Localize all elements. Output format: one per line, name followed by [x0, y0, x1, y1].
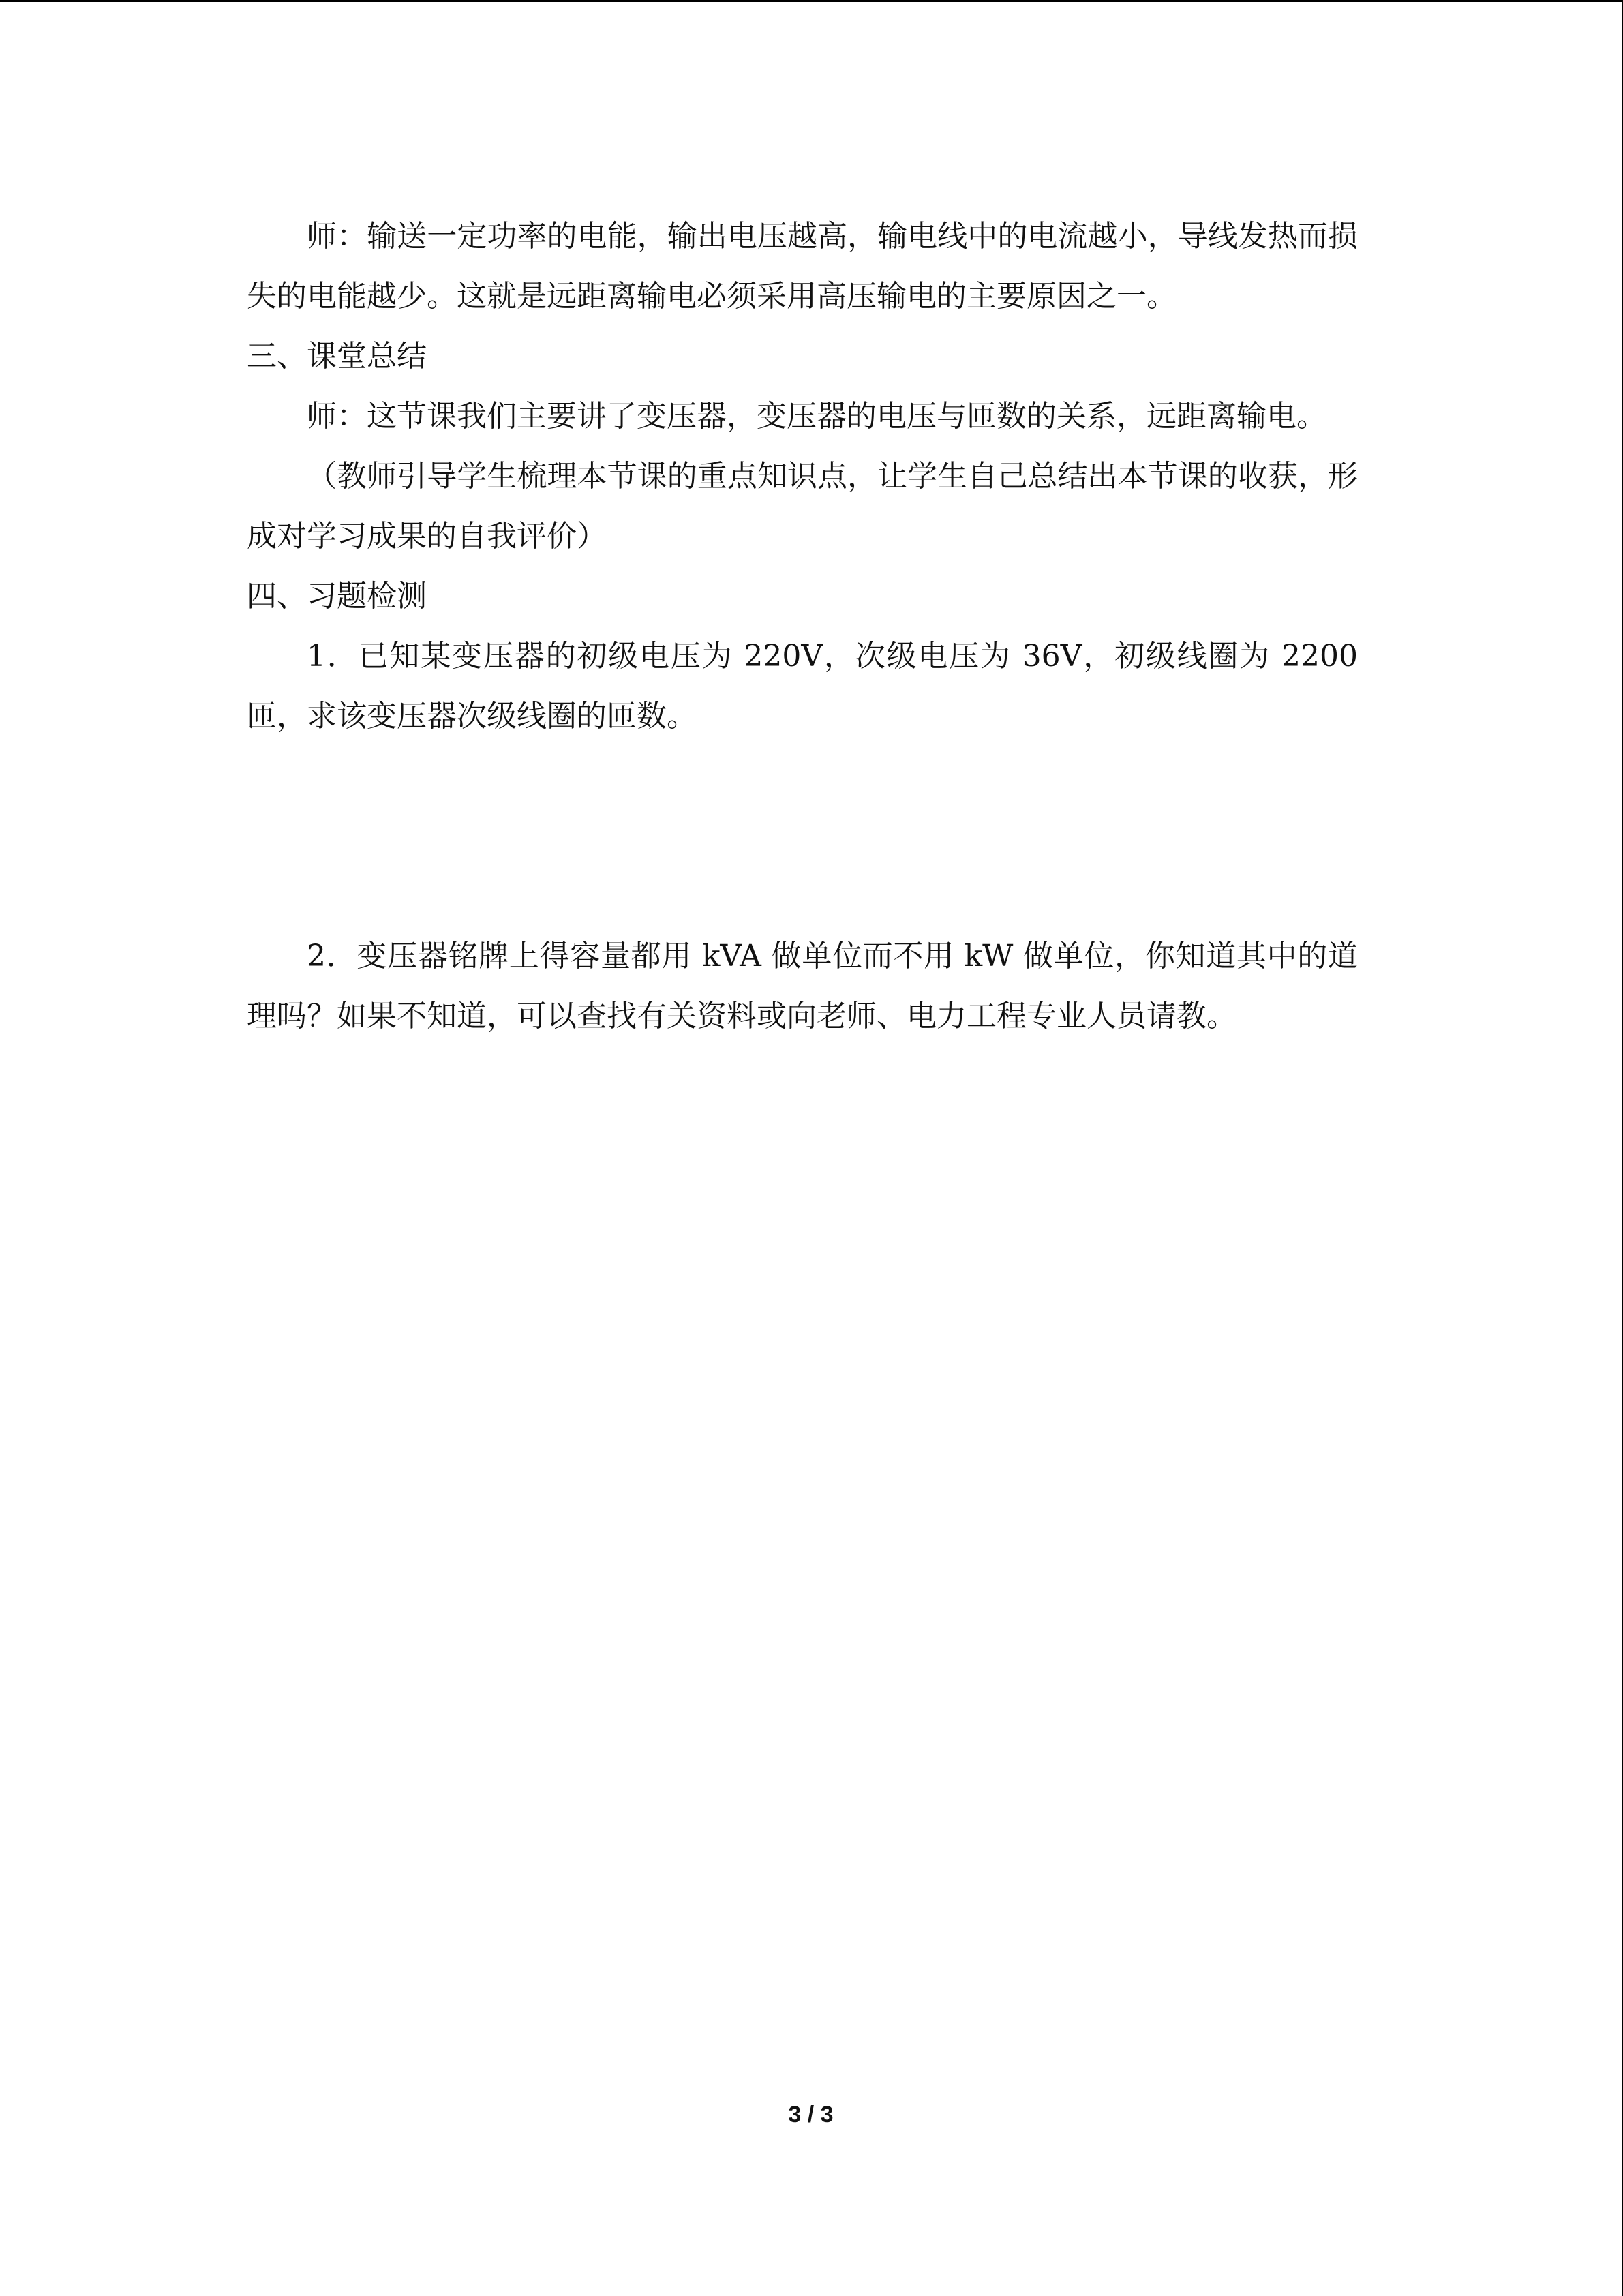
answer-space — [247, 746, 1358, 926]
section-heading-class-summary: 三、课堂总结 — [247, 339, 427, 374]
paragraph-teacher-conclusion: 师：输送一定功率的电能，输出电压越高，输电线中的电流越小，导线发热而损失的电能越少。这就是远距离输电必须采用高压输电的主要原因之一。 — [247, 219, 1358, 314]
exercise-question-1: 1．已知某变压器的初级电压为 220V，次级电压为 36V，初级线圈为 2200 匝，求该变压器次级线圈的匝数。 — [247, 639, 1358, 734]
page-number: 3 / 3 — [788, 2102, 834, 2128]
document-body — [247, 207, 1358, 1046]
paragraph-teacher-guidance: （教师引导学生梳理本节课的重点知识点，让学生自己总结出本节课的收获，形成对学习成果的自我评价） — [247, 459, 1358, 554]
exercise-question-2: 2．变压器铭牌上得容量都用 kVA 做单位而不用 kW 做单位，你知道其中的道理吗？如果不知道，可以查找有关资料或向老师、电力工程专业人员请教。 — [247, 939, 1358, 1033]
section-heading-exercises: 四、习题检测 — [247, 579, 427, 614]
paragraph-teacher-summary: 师：这节课我们主要讲了变压器，变压器的电压与匝数的关系，远距离输电。 — [307, 399, 1326, 434]
